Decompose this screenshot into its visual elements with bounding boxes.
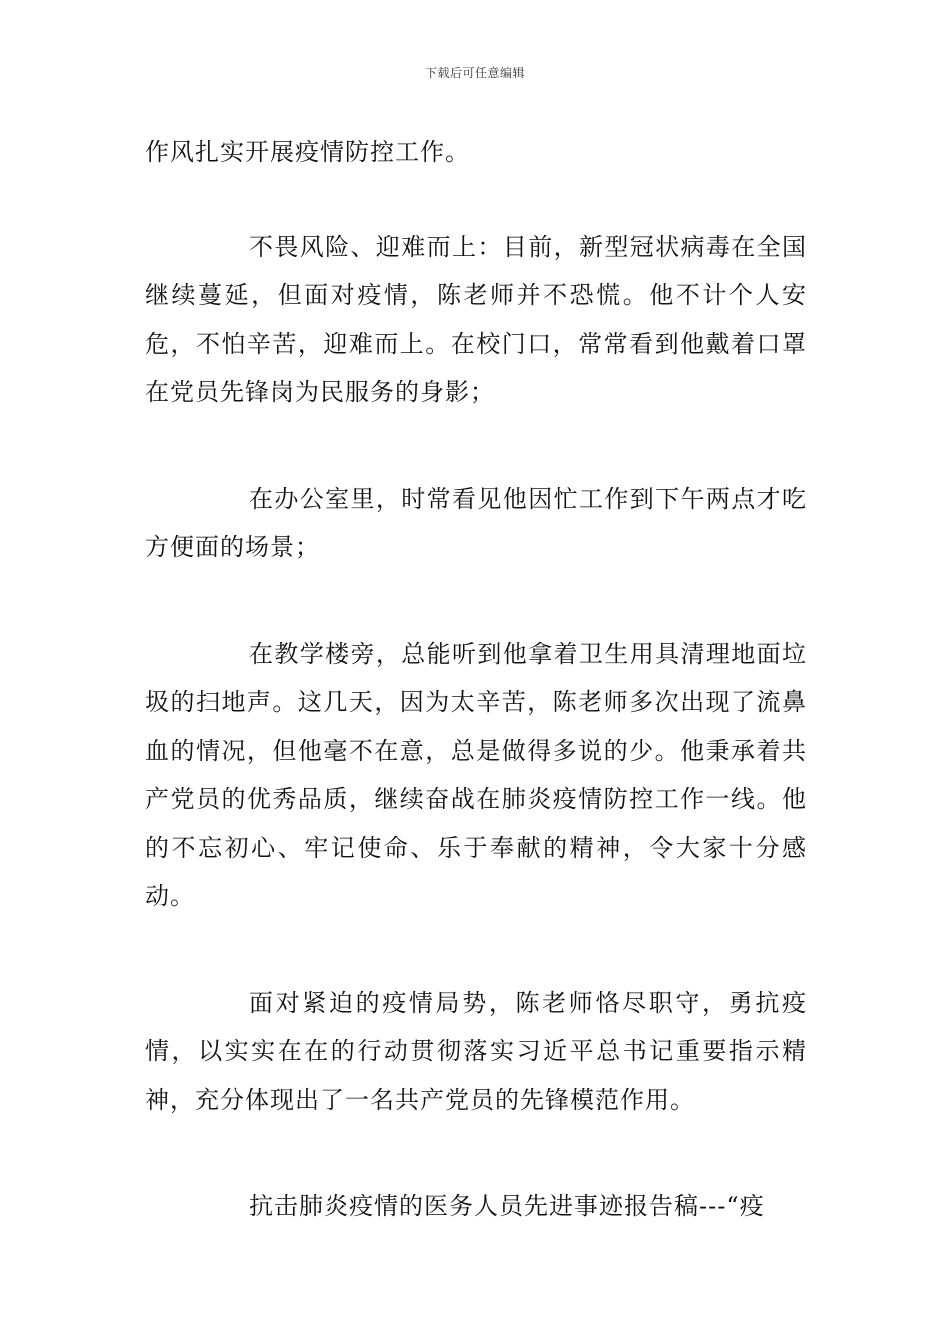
paragraph-6: 抗击肺炎疫情的医务人员先进事迹报告稿---“疫 [249,1192,765,1220]
page-header: 下载后可任意编辑 [424,66,525,80]
paragraph-3: 在办公室里，时常看见他因忙工作到下午两点才吃方便面的场景； [145,484,807,561]
paragraph-2: 不畏风险、迎难而上：目前，新型冠状病毒在全国继续蔓延，但面对疫情，陈老师并不恐慌。他不计个人安危，不怕辛苦，迎难而上。在校门口，常常看到他戴着口罩在党员先锋岗为民服务的身影； [145,232,807,406]
paragraph-1: 作风扎实开展疫情防控工作。 [145,138,470,166]
paragraph-5: 面对紧迫的疫情局势，陈老师恪尽职守，勇抗疫情，以实实在在的行动贯彻落实习近平总书记重要指示精神，充分体现出了一名共产党员的先锋模范作用。 [145,988,807,1114]
paragraph-4: 在教学楼旁，总能听到他拿着卫生用具清理地面垃圾的扫地声。这几天，因为太辛苦，陈老师多次出现了流鼻血的情况，但他毫不在意，总是做得多说的少。他秉承着共产党员的优秀品质，继续奋战在肺炎疫情防控工作一线。他的不忘初心、牢记使命、乐于奉献的精神，令大家十分感动。 [145,639,807,910]
document-body [145,128,807,1231]
